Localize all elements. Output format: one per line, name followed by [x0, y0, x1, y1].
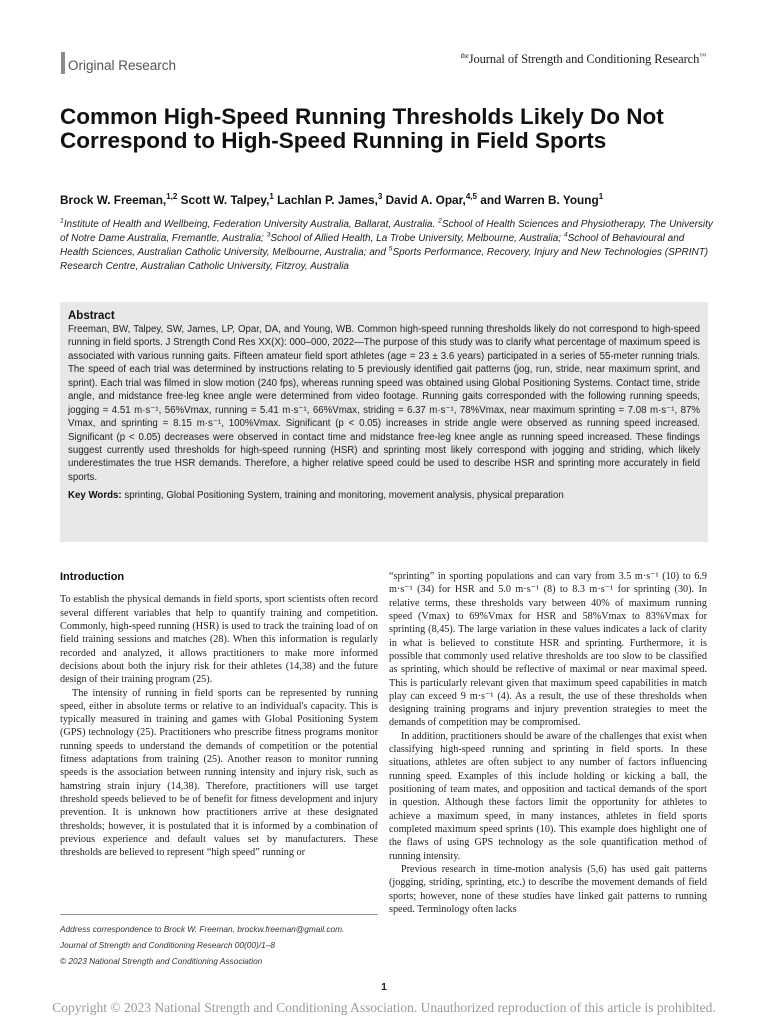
body-paragraph: “sprinting” in sporting populations and can vary from 3.5 m·s⁻¹ (10) to 6.9 m·s⁻¹ (34) for HSR and 5.0 m·s⁻¹ (8) to 8.3 m·s⁻¹ for sprinting (30). In relative terms, these thresholds vary between 40% of maximum running speed (Vmax) to 69%Vmax for HSR and 58%Vmax to 83%Vmax for sprinting (8,45). The large variation in these values indicates a lack of clarity in what is believed to constitute HSR and sprinting. Furthermore, it is possible that commonly used relative thresholds are too slow to be classified as sprinting, which should be reflective of maximal or near maximal speed. This is particularly relevant given that maximum speed capabilities in match play can exceed 9 m·s⁻¹ (4). As a result, the use of these thresholds when designing training programs and injury prevention strategies to meet the demands of competition may be compromised. — [389, 571, 707, 729]
affiliations — [60, 218, 714, 274]
correspondence-note: Address correspondence to Brock W. Freeman, brockw.freeman@gmail.com. — [60, 924, 345, 934]
journal-prefix: the — [460, 52, 469, 60]
affiliation-number: 4 — [563, 231, 568, 239]
affiliation-text: School of Health Sciences and Physiotherapy, The University of Notre Dame Australia, Fremantle, Australia; — [60, 219, 713, 244]
affiliation-text: Sports Performance, Recovery, Injury and New Technologies (SPRINT) Research Centre, Australian Catholic University, Fitzroy, Australia — [60, 247, 709, 272]
body-paragraph: Previous research in time-motion analysis (5,6) has used gait patterns (jogging, striding, sprinting, etc.) to describe the movement demands of field sports; however, none of these studies have linked gait patterns to running speed. Terminology often lacks — [389, 863, 707, 915]
affiliation-number: 2 — [438, 217, 442, 225]
footnotes — [60, 921, 378, 970]
body-paragraph: To establish the physical demands in field sports, sport scientists often record several different variables that help to quantify training and competition. Commonly, high-speed running (HSR) is used to track the training load of on field training sessions and matches (28). When this information is regularly recorded and analyzed, it allows practitioners to make more informed decisions about both the injury risk for their athletes (14,38) and the future design of their training program (25). — [60, 594, 378, 686]
author-list — [60, 193, 710, 207]
article-title: Common High-Speed Running Thresholds Likely Do Not Correspond to High-Speed Running in Field Sports — [60, 104, 664, 154]
keywords-label: Key Words: — [68, 490, 122, 502]
section-heading-introduction: Introduction — [60, 571, 125, 583]
affiliation-number: 3 — [266, 231, 271, 239]
footnote-divider — [60, 914, 378, 915]
author: Lachlan P. James, — [273, 193, 378, 207]
citation-note: Journal of Strength and Conditioning Research 00(00)/1–8 — [60, 940, 275, 951]
affiliation-number: 5 — [388, 245, 393, 253]
copyright-watermark: Copyright © 2023 National Strength and Conditioning Association. Unauthorized reproduction of this article is prohibited. — [52, 1000, 716, 1015]
author: David A. Opar, — [382, 193, 466, 207]
author-affiliation-number: 1 — [598, 192, 604, 202]
copyright-note: © 2023 National Strength and Conditioning Association — [60, 956, 263, 967]
keywords-list: sprinting, Global Positioning System, training and monitoring, movement analysis, physical preparation — [121, 490, 564, 502]
journal-title: Journal of Strength and Conditioning Research — [468, 52, 700, 66]
abstract-text: Freeman, BW, Talpey, SW, James, LP, Opar, DA, and Young, WB. Common high-speed running thresholds likely do not correspond to high-speed running in field sports. J Strength Cond Res XX(X): 000–000, 2022—The purpose of this study was to clarify what percentage of maximum speed is associated with various running gaits. Fifteen amateur field sport athletes (age = 23 ± 3.6 years) participated in a series of 55-meter running trials. The speed of each trial was determined by instructions relating to 5 previously identified gait patterns (jog, run, stride, near maximum sprint, and sprint). Each trial was filmed in slow motion (240 fps), whereas running speed was obtained using Global Positioning Systems. Contact time, stride angle, and midstance free-leg knee angle were determined from video footage. Running gaits corresponded with the following running speeds, jogging = 4.51 m·s⁻¹, 56%Vmax, running = 5.41 m·s⁻¹, 66%Vmax, striding = 6.37 m·s⁻¹, 78%Vmax, near maximum sprinting = 7.08 m·s⁻¹, 87% Vmax, and sprinting = 8.15 m·s⁻¹, 100%Vmax. Significant (p < 0.05) increases in stride angle were observed as running speed increased. Significant (p < 0.05) decreases were observed in contact time and midstance free-leg knee angle as running speed increased. These findings suggest currently used thresholds for high-speed running (HSR) and sprinting most likely correspond with jogging and striding, which likely underestimates the true HSR demands. Therefore, a higher relative speed could be used to describe HSR and sprinting more accurately in field sports. — [68, 324, 700, 483]
journal-name — [460, 52, 706, 67]
body-column-right — [389, 570, 707, 916]
author: Scott W. Talpey, — [177, 193, 270, 207]
abstract-heading: Abstract — [68, 310, 115, 322]
author-affiliation-number: 4,5 — [465, 192, 477, 202]
keywords — [68, 490, 700, 501]
affiliation-text: School of Behavioural and Health Sciences, Australian Catholic University, Melbourne, Australia; and — [60, 233, 685, 258]
affiliation-text: School of Allied Health, La Trobe University, Melbourne, Australia; — [270, 233, 564, 244]
affiliation-text: Institute of Health and Wellbeing, Federation University Australia, Ballarat, Australia. — [63, 219, 439, 230]
journal-trademark: ™ — [699, 52, 706, 60]
author-affiliation-number: 1 — [269, 192, 274, 202]
section-marker-bar — [61, 52, 65, 74]
author: Brock W. Freeman, — [60, 193, 167, 207]
author-affiliation-number: 1,2 — [166, 192, 178, 202]
body-column-left — [60, 570, 378, 860]
author: and Warren B. Young — [476, 193, 599, 207]
section-label: Original Research — [68, 58, 177, 73]
abstract-box — [60, 302, 708, 542]
body-paragraph: In addition, practitioners should be aware of the challenges that exist when classifying high-speed running and sprinting in field sports. In these situations, athletes are often subject to any number of factors influencing running speed. Examples of this include holding or kicking a ball, the positioning of team mates, and opposition and tactical demands of the sport in question. Although these factors limit the opportunity for athletes to achieve a maximum speed, in many instances, athletes in field sports completed maximum speed sprints (10). This example does highlight one of the flaws of using GPS technology as the sole quantification method of running intensity. — [389, 730, 707, 862]
body-paragraph: The intensity of running in field sports can be represented by running speed, either in absolute terms or relative to an individual's capacity. This is typically measured in training and games with Global Positioning System (GPS) technology (25). Practitioners who prescribe fitness programs monitor running speeds to understand the demands of competition or the potential fitness adaptations from training (25). Another reason to monitor running speeds is the association between running intensity and injury risk, such as hamstring strain injury (14,38). Therefore, practitioners will use target threshold speeds believed to be of benefit for fitness development and injury prevention. It is unknown how practitioners arrive at these designated thresholds; however, it is postulated that it is informed by a combination of previous experience and default values set by manufacturers. These thresholds are believed to represent “high speed” running or — [60, 687, 378, 859]
author-affiliation-number: 3 — [377, 192, 383, 202]
page-number: 1 — [381, 982, 387, 993]
affiliation-number: 1 — [60, 217, 64, 225]
